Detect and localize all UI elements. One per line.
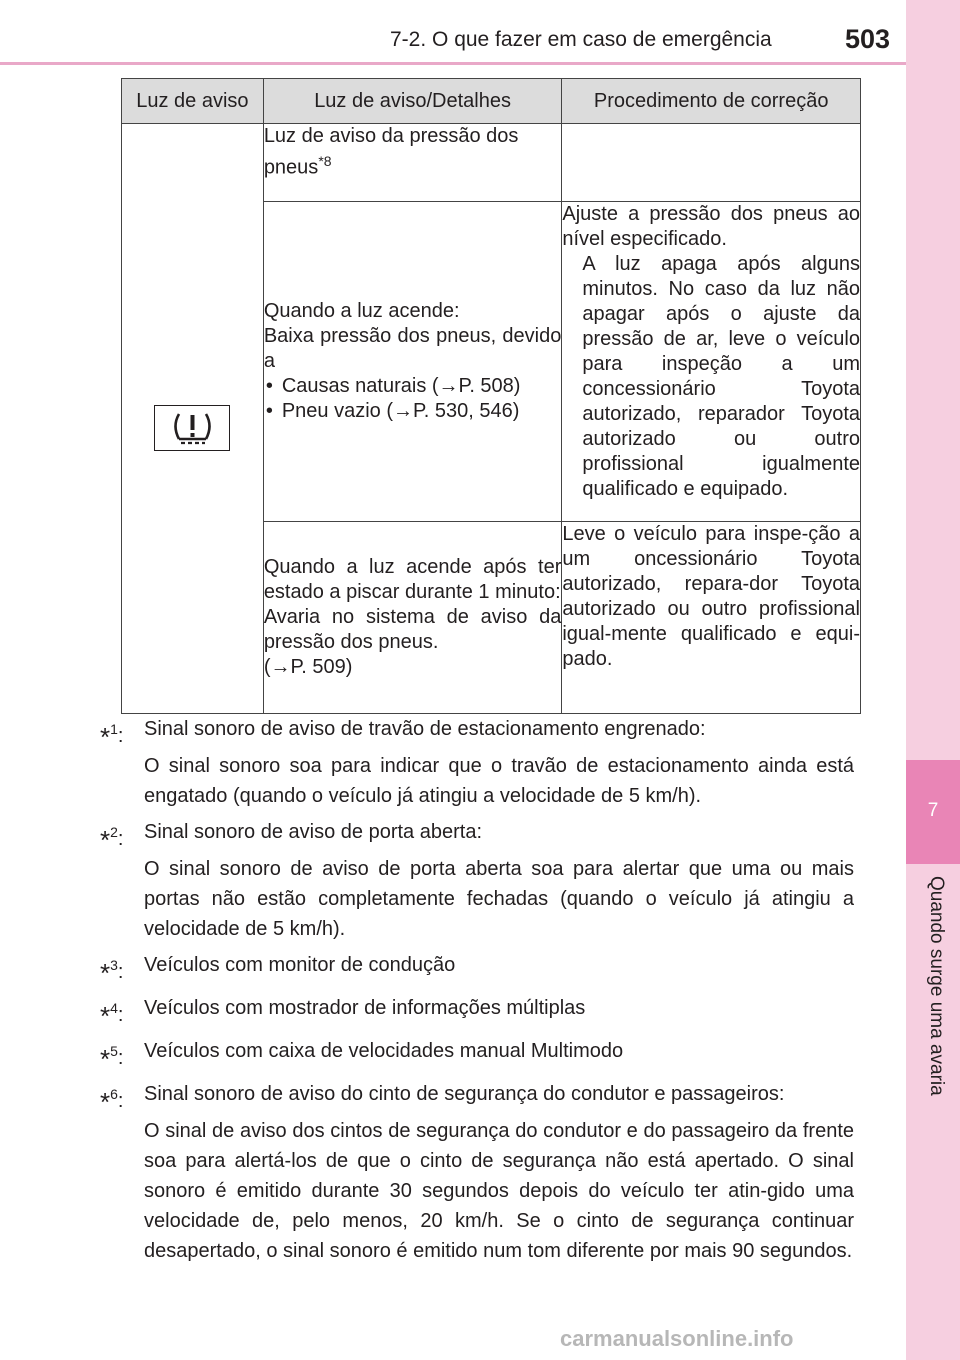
warning-light-table bbox=[121, 78, 861, 714]
details-intro: Quando a luz acende: bbox=[263, 300, 460, 322]
footnote-marker: *$^6$: bbox=[100, 1086, 124, 1117]
cause-list bbox=[264, 374, 562, 424]
watermark: carmanualsonline.info bbox=[560, 1326, 794, 1351]
header-divider bbox=[0, 62, 906, 65]
section-title: 7-2. O que fazer em caso de emergência bbox=[390, 28, 772, 51]
footnote-marker: *$^4$: bbox=[100, 1000, 124, 1031]
details-cell bbox=[263, 202, 562, 522]
footnote bbox=[100, 993, 854, 1030]
tire-pressure-warning-icon bbox=[154, 405, 230, 451]
chapter-side-tab bbox=[906, 0, 960, 1360]
footnote bbox=[100, 950, 854, 987]
footnote-marker: *$^5$: bbox=[100, 1043, 124, 1074]
procedure-note: A luz apaga após alguns minutos. No caso da luz não apagar após o ajuste da pressão de ar, leve o veículo para inspeção a um concessionário Toyota autorizado, reparador Toyota autorizado ou outro profissional igualmente qualificado e equipado. bbox=[582, 253, 860, 500]
details-cause: Avaria no sistema de aviso da pressão dos pneus. bbox=[263, 606, 562, 653]
details-cause: Baixa pressão dos pneus, devido a bbox=[263, 325, 562, 372]
footnote bbox=[100, 817, 854, 944]
chapter-title: Quando surge uma avaria bbox=[926, 876, 947, 1096]
column-header-warning-light: Luz de aviso bbox=[122, 79, 264, 124]
chapter-number: 7 bbox=[927, 800, 939, 821]
footnote-title: Veículos com monitor de condução bbox=[144, 954, 456, 976]
footnote-title: Sinal sonoro de aviso de porta aberta: bbox=[144, 821, 482, 843]
footnote-body: O sinal de aviso dos cintos de segurança do condutor e do passageiro da frente soa para alertá-los de que o cinto de segurança não está apertado. O sinal sonoro é emitido durante 30 segundos depois do veículo ter atin-gido uma velocidade de, pelo menos, 20 km/h. Se o cinto de segurança continuar desapertado, o sinal sonoro é emitido num tom diferente por mais 90 segundos. bbox=[144, 1120, 854, 1262]
procedure-cell bbox=[562, 202, 861, 522]
footnote-marker: *$^2$: bbox=[100, 824, 124, 855]
footnote bbox=[100, 1036, 854, 1073]
details-text: Luz de aviso da pressão dos pneus bbox=[263, 125, 519, 179]
footnote-title: Veículos com mostrador de informações múltiplas bbox=[144, 997, 586, 1019]
footnote-marker: *$^3$: bbox=[100, 957, 124, 988]
footnote-title: Sinal sonoro de aviso de travão de estacionamento engrenado: bbox=[144, 718, 706, 740]
details-cell bbox=[263, 522, 562, 714]
footnote-title: Veículos com caixa de velocidades manual Multimodo bbox=[144, 1040, 624, 1062]
column-header-details: Luz de aviso/Detalhes bbox=[263, 79, 562, 124]
procedure-main: Ajuste a pressão dos pneus ao nível especificado. bbox=[562, 203, 860, 250]
details-cell bbox=[263, 124, 562, 202]
footnote-title: Sinal sonoro de aviso do cinto de segurança do condutor e passageiros: bbox=[144, 1083, 785, 1105]
footnote-body: O sinal sonoro soa para indicar que o travão de estacionamento ainda está engatado (quando o veículo já atingiu a velocidade de 5 km/h). bbox=[144, 755, 854, 807]
table-row bbox=[122, 124, 861, 202]
column-header-procedure: Procedimento de correção bbox=[562, 79, 861, 124]
details-intro: Quando a luz acende após ter estado a piscar durante 1 minuto: bbox=[263, 556, 562, 603]
footnote-ref: *8 bbox=[318, 153, 332, 169]
procedure-cell bbox=[562, 124, 861, 202]
footnote-body: O sinal sonoro de aviso de porta aberta soa para alertar que uma ou mais portas não estão completamente fechadas (quando o veículo já atingiu a velocidade de 5 km/h). bbox=[144, 858, 854, 940]
table-header-row bbox=[122, 79, 861, 124]
list-item: • Causas naturais (→P. 508) bbox=[282, 374, 562, 399]
list-item: • Pneu vazio (→P. 530, 546) bbox=[282, 399, 562, 424]
footnotes bbox=[100, 714, 854, 1272]
warning-light-cell bbox=[122, 124, 264, 714]
footnote bbox=[100, 714, 854, 811]
footnote-marker: *$^1$: bbox=[100, 721, 124, 752]
page-number: 503 bbox=[845, 24, 891, 54]
footnote bbox=[100, 1079, 854, 1266]
page-reference: (→P. 509) bbox=[263, 656, 353, 678]
procedure-cell: Leve o veículo para inspe-ção a um oncessionário Toyota autorizado, repara-dor Toyota autorizado ou outro profissional igual-mente qualificado e equi-pado. bbox=[562, 522, 861, 714]
